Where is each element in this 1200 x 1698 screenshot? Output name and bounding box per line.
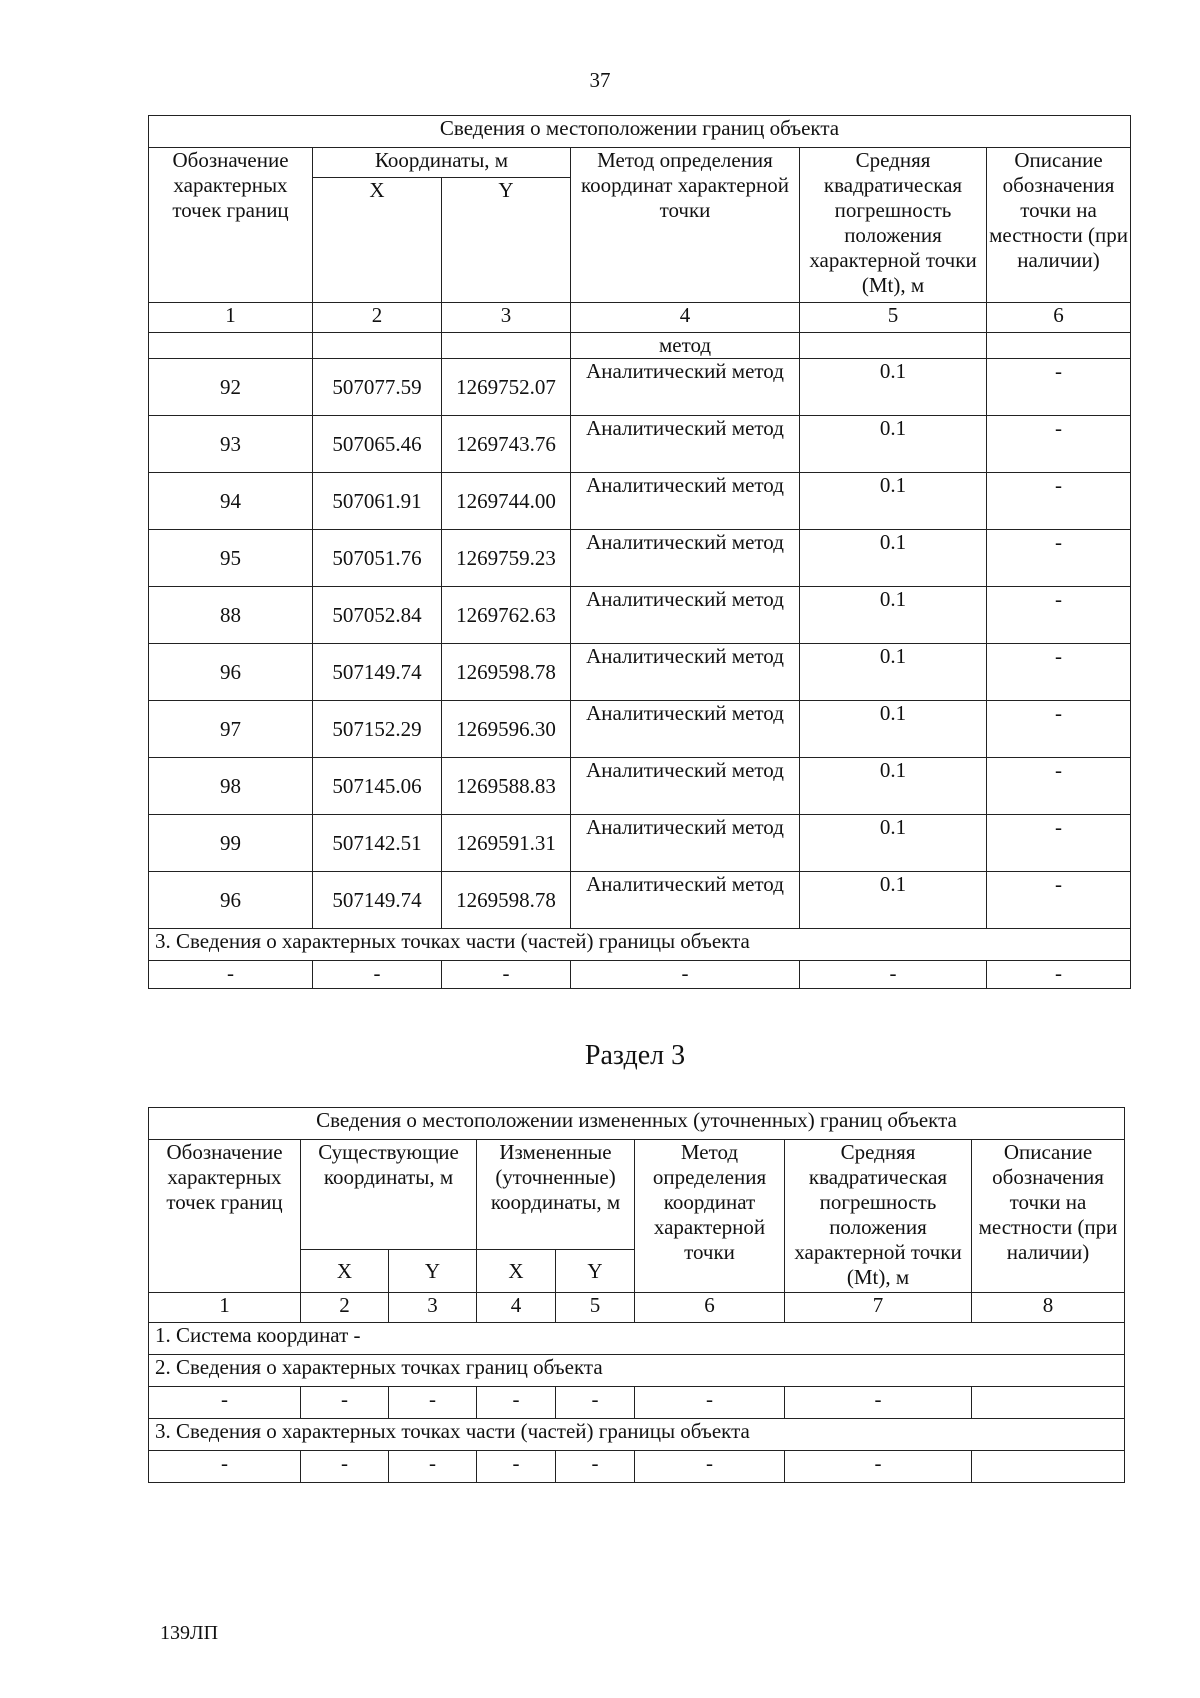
x-coordinate-cell: 507065.46 bbox=[313, 416, 442, 473]
section3-row bbox=[149, 1451, 1125, 1483]
y-coordinate-cell: 1269743.76 bbox=[442, 416, 571, 473]
column-number: 5 bbox=[800, 303, 987, 333]
column-number: 1 bbox=[149, 1293, 301, 1323]
column-number: 4 bbox=[477, 1293, 556, 1323]
cell: - bbox=[442, 961, 571, 989]
table-row bbox=[149, 701, 1131, 758]
footer-code: 139ЛП bbox=[160, 1622, 219, 1644]
cell: - bbox=[301, 1387, 389, 1419]
header-point: Обозначение характерных точек границ bbox=[149, 148, 313, 303]
y-coordinate-cell: 1269596.30 bbox=[442, 701, 571, 758]
x-coordinate-cell: 507061.91 bbox=[313, 473, 442, 530]
y-coordinate-cell: 1269759.23 bbox=[442, 530, 571, 587]
table-row bbox=[149, 644, 1131, 701]
error-cell: 0.1 bbox=[800, 701, 987, 758]
point-cell: 93 bbox=[149, 416, 313, 473]
table-row bbox=[149, 872, 1131, 929]
section1-title: 1. Система координат - bbox=[149, 1323, 1125, 1355]
method-cell: Аналитический метод bbox=[571, 359, 800, 416]
boundary-location-table bbox=[148, 115, 1131, 989]
section3-title: 3. Сведения о характерных точках части (частей) границы объекта bbox=[149, 1419, 1125, 1451]
cell: - bbox=[556, 1451, 635, 1483]
point-cell: 97 bbox=[149, 701, 313, 758]
page-number: 37 bbox=[589, 68, 611, 92]
header-method: Метод определения координат характерной точки bbox=[571, 148, 800, 303]
y-coordinate-cell: 1269598.78 bbox=[442, 872, 571, 929]
column-number: 8 bbox=[972, 1293, 1125, 1323]
cell: - bbox=[785, 1387, 972, 1419]
column-number: 3 bbox=[389, 1293, 477, 1323]
cell bbox=[972, 1451, 1125, 1483]
error-cell: 0.1 bbox=[800, 815, 987, 872]
header-x: X bbox=[477, 1250, 556, 1293]
cell: - bbox=[556, 1387, 635, 1419]
section3-title: 3. Сведения о характерных точках части (частей) границы объекта bbox=[149, 929, 1131, 961]
header-x: X bbox=[313, 178, 442, 303]
cell: - bbox=[571, 961, 800, 989]
y-coordinate-cell: 1269744.00 bbox=[442, 473, 571, 530]
error-cell: 0.1 bbox=[800, 644, 987, 701]
section2-title: 2. Сведения о характерных точках границ объекта bbox=[149, 1355, 1125, 1387]
cell: - bbox=[987, 961, 1131, 989]
column-number: 1 bbox=[149, 303, 313, 333]
description-cell: - bbox=[987, 758, 1131, 815]
description-cell: - bbox=[987, 815, 1131, 872]
method-cell: Аналитический метод bbox=[571, 815, 800, 872]
y-coordinate-cell: 1269752.07 bbox=[442, 359, 571, 416]
x-coordinate-cell: 507077.59 bbox=[313, 359, 442, 416]
continuation-row bbox=[149, 333, 1131, 359]
method-cell: Аналитический метод bbox=[571, 587, 800, 644]
method-cell: Аналитический метод bbox=[571, 758, 800, 815]
column-number-row bbox=[149, 1293, 1125, 1323]
error-cell: 0.1 bbox=[800, 530, 987, 587]
y-coordinate-cell: 1269591.31 bbox=[442, 815, 571, 872]
section3-row bbox=[149, 961, 1131, 989]
point-cell: 88 bbox=[149, 587, 313, 644]
column-number: 4 bbox=[571, 303, 800, 333]
description-cell: - bbox=[987, 644, 1131, 701]
section-heading: Раздел 3 bbox=[584, 1040, 686, 1071]
cell: - bbox=[477, 1451, 556, 1483]
column-number: 6 bbox=[987, 303, 1131, 333]
column-number: 6 bbox=[635, 1293, 785, 1323]
description-cell: - bbox=[987, 416, 1131, 473]
y-coordinate-cell: 1269762.63 bbox=[442, 587, 571, 644]
cell: - bbox=[301, 1451, 389, 1483]
header-coordinates: Координаты, м bbox=[313, 148, 571, 178]
table-row bbox=[149, 815, 1131, 872]
header-existing-coordinates: Существующие координаты, м bbox=[301, 1140, 477, 1250]
method-cell: Аналитический метод bbox=[571, 530, 800, 587]
x-coordinate-cell: 507051.76 bbox=[313, 530, 442, 587]
error-cell: 0.1 bbox=[800, 359, 987, 416]
description-cell: - bbox=[987, 587, 1131, 644]
error-cell: 0.1 bbox=[800, 872, 987, 929]
column-number: 5 bbox=[556, 1293, 635, 1323]
table-title: Сведения о местоположении измененных (уточненных) границ объекта bbox=[149, 1108, 1125, 1140]
column-number: 7 bbox=[785, 1293, 972, 1323]
cell: - bbox=[389, 1451, 477, 1483]
point-cell: 94 bbox=[149, 473, 313, 530]
table-row bbox=[149, 530, 1131, 587]
continuation-method: метод bbox=[571, 333, 800, 359]
description-cell: - bbox=[987, 359, 1131, 416]
cell: - bbox=[635, 1451, 785, 1483]
point-cell: 95 bbox=[149, 530, 313, 587]
point-cell: 99 bbox=[149, 815, 313, 872]
error-cell: 0.1 bbox=[800, 416, 987, 473]
y-coordinate-cell: 1269598.78 bbox=[442, 644, 571, 701]
table-row bbox=[149, 359, 1131, 416]
section2-row bbox=[149, 1387, 1125, 1419]
method-cell: Аналитический метод bbox=[571, 701, 800, 758]
description-cell: - bbox=[987, 701, 1131, 758]
column-number: 2 bbox=[313, 303, 442, 333]
header-error: Средняя квадратическая погрешность положения характерной точки (Mt), м bbox=[800, 148, 987, 303]
x-coordinate-cell: 507152.29 bbox=[313, 701, 442, 758]
table-row bbox=[149, 473, 1131, 530]
method-cell: Аналитический метод bbox=[571, 644, 800, 701]
cell bbox=[972, 1387, 1125, 1419]
changed-boundary-table bbox=[148, 1107, 1125, 1483]
error-cell: 0.1 bbox=[800, 473, 987, 530]
x-coordinate-cell: 507145.06 bbox=[313, 758, 442, 815]
header-error: Средняя квадратическая погрешность положения характерной точки (Mt), м bbox=[785, 1140, 972, 1293]
y-coordinate-cell: 1269588.83 bbox=[442, 758, 571, 815]
header-y: Y bbox=[442, 178, 571, 303]
description-cell: - bbox=[987, 473, 1131, 530]
method-cell: Аналитический метод bbox=[571, 416, 800, 473]
table-row bbox=[149, 758, 1131, 815]
cell: - bbox=[149, 1451, 301, 1483]
header-x: X bbox=[301, 1250, 389, 1293]
header-point: Обозначение характерных точек границ bbox=[149, 1140, 301, 1293]
method-cell: Аналитический метод bbox=[571, 872, 800, 929]
x-coordinate-cell: 507149.74 bbox=[313, 872, 442, 929]
cell: - bbox=[635, 1387, 785, 1419]
cell: - bbox=[149, 961, 313, 989]
x-coordinate-cell: 507149.74 bbox=[313, 644, 442, 701]
header-y: Y bbox=[389, 1250, 477, 1293]
cell: - bbox=[149, 1387, 301, 1419]
header-y: Y bbox=[556, 1250, 635, 1293]
table-row bbox=[149, 416, 1131, 473]
description-cell: - bbox=[987, 530, 1131, 587]
header-method: Метод определения координат характерной точки bbox=[635, 1140, 785, 1293]
table-body bbox=[149, 359, 1131, 929]
table-title: Сведения о местоположении границ объекта bbox=[149, 116, 1131, 148]
column-number-row bbox=[149, 303, 1131, 333]
point-cell: 92 bbox=[149, 359, 313, 416]
column-number: 2 bbox=[301, 1293, 389, 1323]
cell: - bbox=[785, 1451, 972, 1483]
error-cell: 0.1 bbox=[800, 587, 987, 644]
cell: - bbox=[389, 1387, 477, 1419]
cell: - bbox=[477, 1387, 556, 1419]
table-row bbox=[149, 587, 1131, 644]
x-coordinate-cell: 507142.51 bbox=[313, 815, 442, 872]
header-description: Описание обозначения точки на местности (при наличии) bbox=[987, 148, 1131, 303]
description-cell: - bbox=[987, 872, 1131, 929]
column-number: 3 bbox=[442, 303, 571, 333]
point-cell: 98 bbox=[149, 758, 313, 815]
error-cell: 0.1 bbox=[800, 758, 987, 815]
cell: - bbox=[800, 961, 987, 989]
header-changed-coordinates: Измененные (уточненные) координаты, м bbox=[477, 1140, 635, 1250]
x-coordinate-cell: 507052.84 bbox=[313, 587, 442, 644]
point-cell: 96 bbox=[149, 644, 313, 701]
header-description: Описание обозначения точки на местности (при наличии) bbox=[972, 1140, 1125, 1293]
cell: - bbox=[313, 961, 442, 989]
point-cell: 96 bbox=[149, 872, 313, 929]
method-cell: Аналитический метод bbox=[571, 473, 800, 530]
